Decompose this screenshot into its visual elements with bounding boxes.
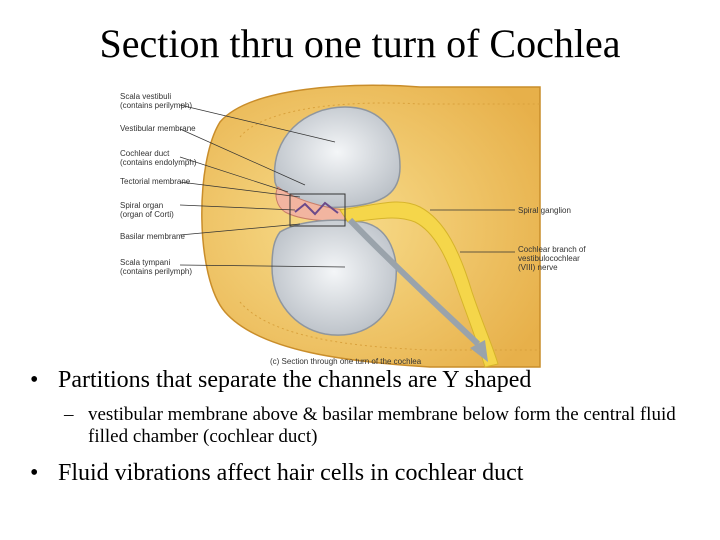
bullet-item-2 [30, 459, 523, 487]
figure-caption: (c) Section through one turn of the cochlea [270, 357, 422, 366]
svg-text:Tectorial membrane [120, 177, 191, 186]
cochlea-diagram [100, 82, 586, 372]
bullet-text-2: Fluid vibrations affect hair cells in cochlear duct [58, 460, 524, 486]
svg-text:(contains perilymph) [120, 101, 192, 110]
label-scala-tympani-note: (contains perilymph) [120, 267, 193, 276]
label-cochlear-duct: Cochlear duct [120, 149, 170, 158]
label-cochlear-branch-3: (VIII) nerve [518, 263, 558, 272]
slide-title: Section thru one turn of Cochlea [99, 21, 621, 66]
left-labels [120, 92, 197, 276]
label-vestibular-membrane: Vestibular membrane [120, 124, 196, 133]
svg-text:Scala vestibuli [120, 92, 171, 101]
label-scala-vestibuli: Scala vestibuli [120, 92, 172, 101]
label-cochlear-branch-2: vestibulocochlear [518, 254, 580, 263]
label-basilar-membrane: Basilar membrane [120, 232, 185, 241]
svg-text:Cochlear duct [120, 149, 170, 158]
label-spiral-organ: Spiral organ [120, 201, 164, 210]
label-scala-tympani: Scala tympani [120, 258, 171, 267]
svg-text:(contains endolymph) [120, 158, 197, 167]
sub-bullet-item [64, 404, 714, 448]
svg-text:Scala tympani [120, 258, 170, 267]
svg-text:Spiral organ [120, 201, 163, 210]
sub-bullet-dash: – [64, 404, 74, 425]
svg-text:vestibulocochlear [518, 254, 580, 263]
svg-text:(contains perilymph) [120, 267, 192, 276]
svg-text:Cochlear branch of [518, 245, 586, 254]
bullet-dot-2: • [30, 460, 39, 486]
label-spiral-ganglion: Spiral ganglion [518, 206, 571, 215]
svg-text:(organ of Corti) [120, 210, 174, 219]
label-tectorial-membrane: Tectorial membrane [120, 177, 191, 186]
label-cochlear-branch: Cochlear branch of [518, 245, 586, 254]
svg-text:(VIII) nerve [518, 263, 558, 272]
label-cochlear-duct-note: (contains endolymph) [120, 158, 197, 167]
label-spiral-organ-note: (organ of Corti) [120, 210, 174, 219]
sub-bullet-text: vestibular membrane above & basilar membrane below form the central fluid filled chamber (cochlear duct) [88, 404, 676, 447]
svg-text:Basilar membrane [120, 232, 185, 241]
bullet-dot: • [30, 367, 39, 393]
cochlea-figure [100, 82, 586, 372]
label-scala-vestibuli-note: (contains perilymph) [120, 101, 193, 110]
svg-text:Vestibular membrane [120, 124, 196, 133]
bullet-text-1: Partitions that separate the channels are Y shaped [58, 367, 532, 393]
svg-text:Spiral ganglion [518, 206, 571, 215]
